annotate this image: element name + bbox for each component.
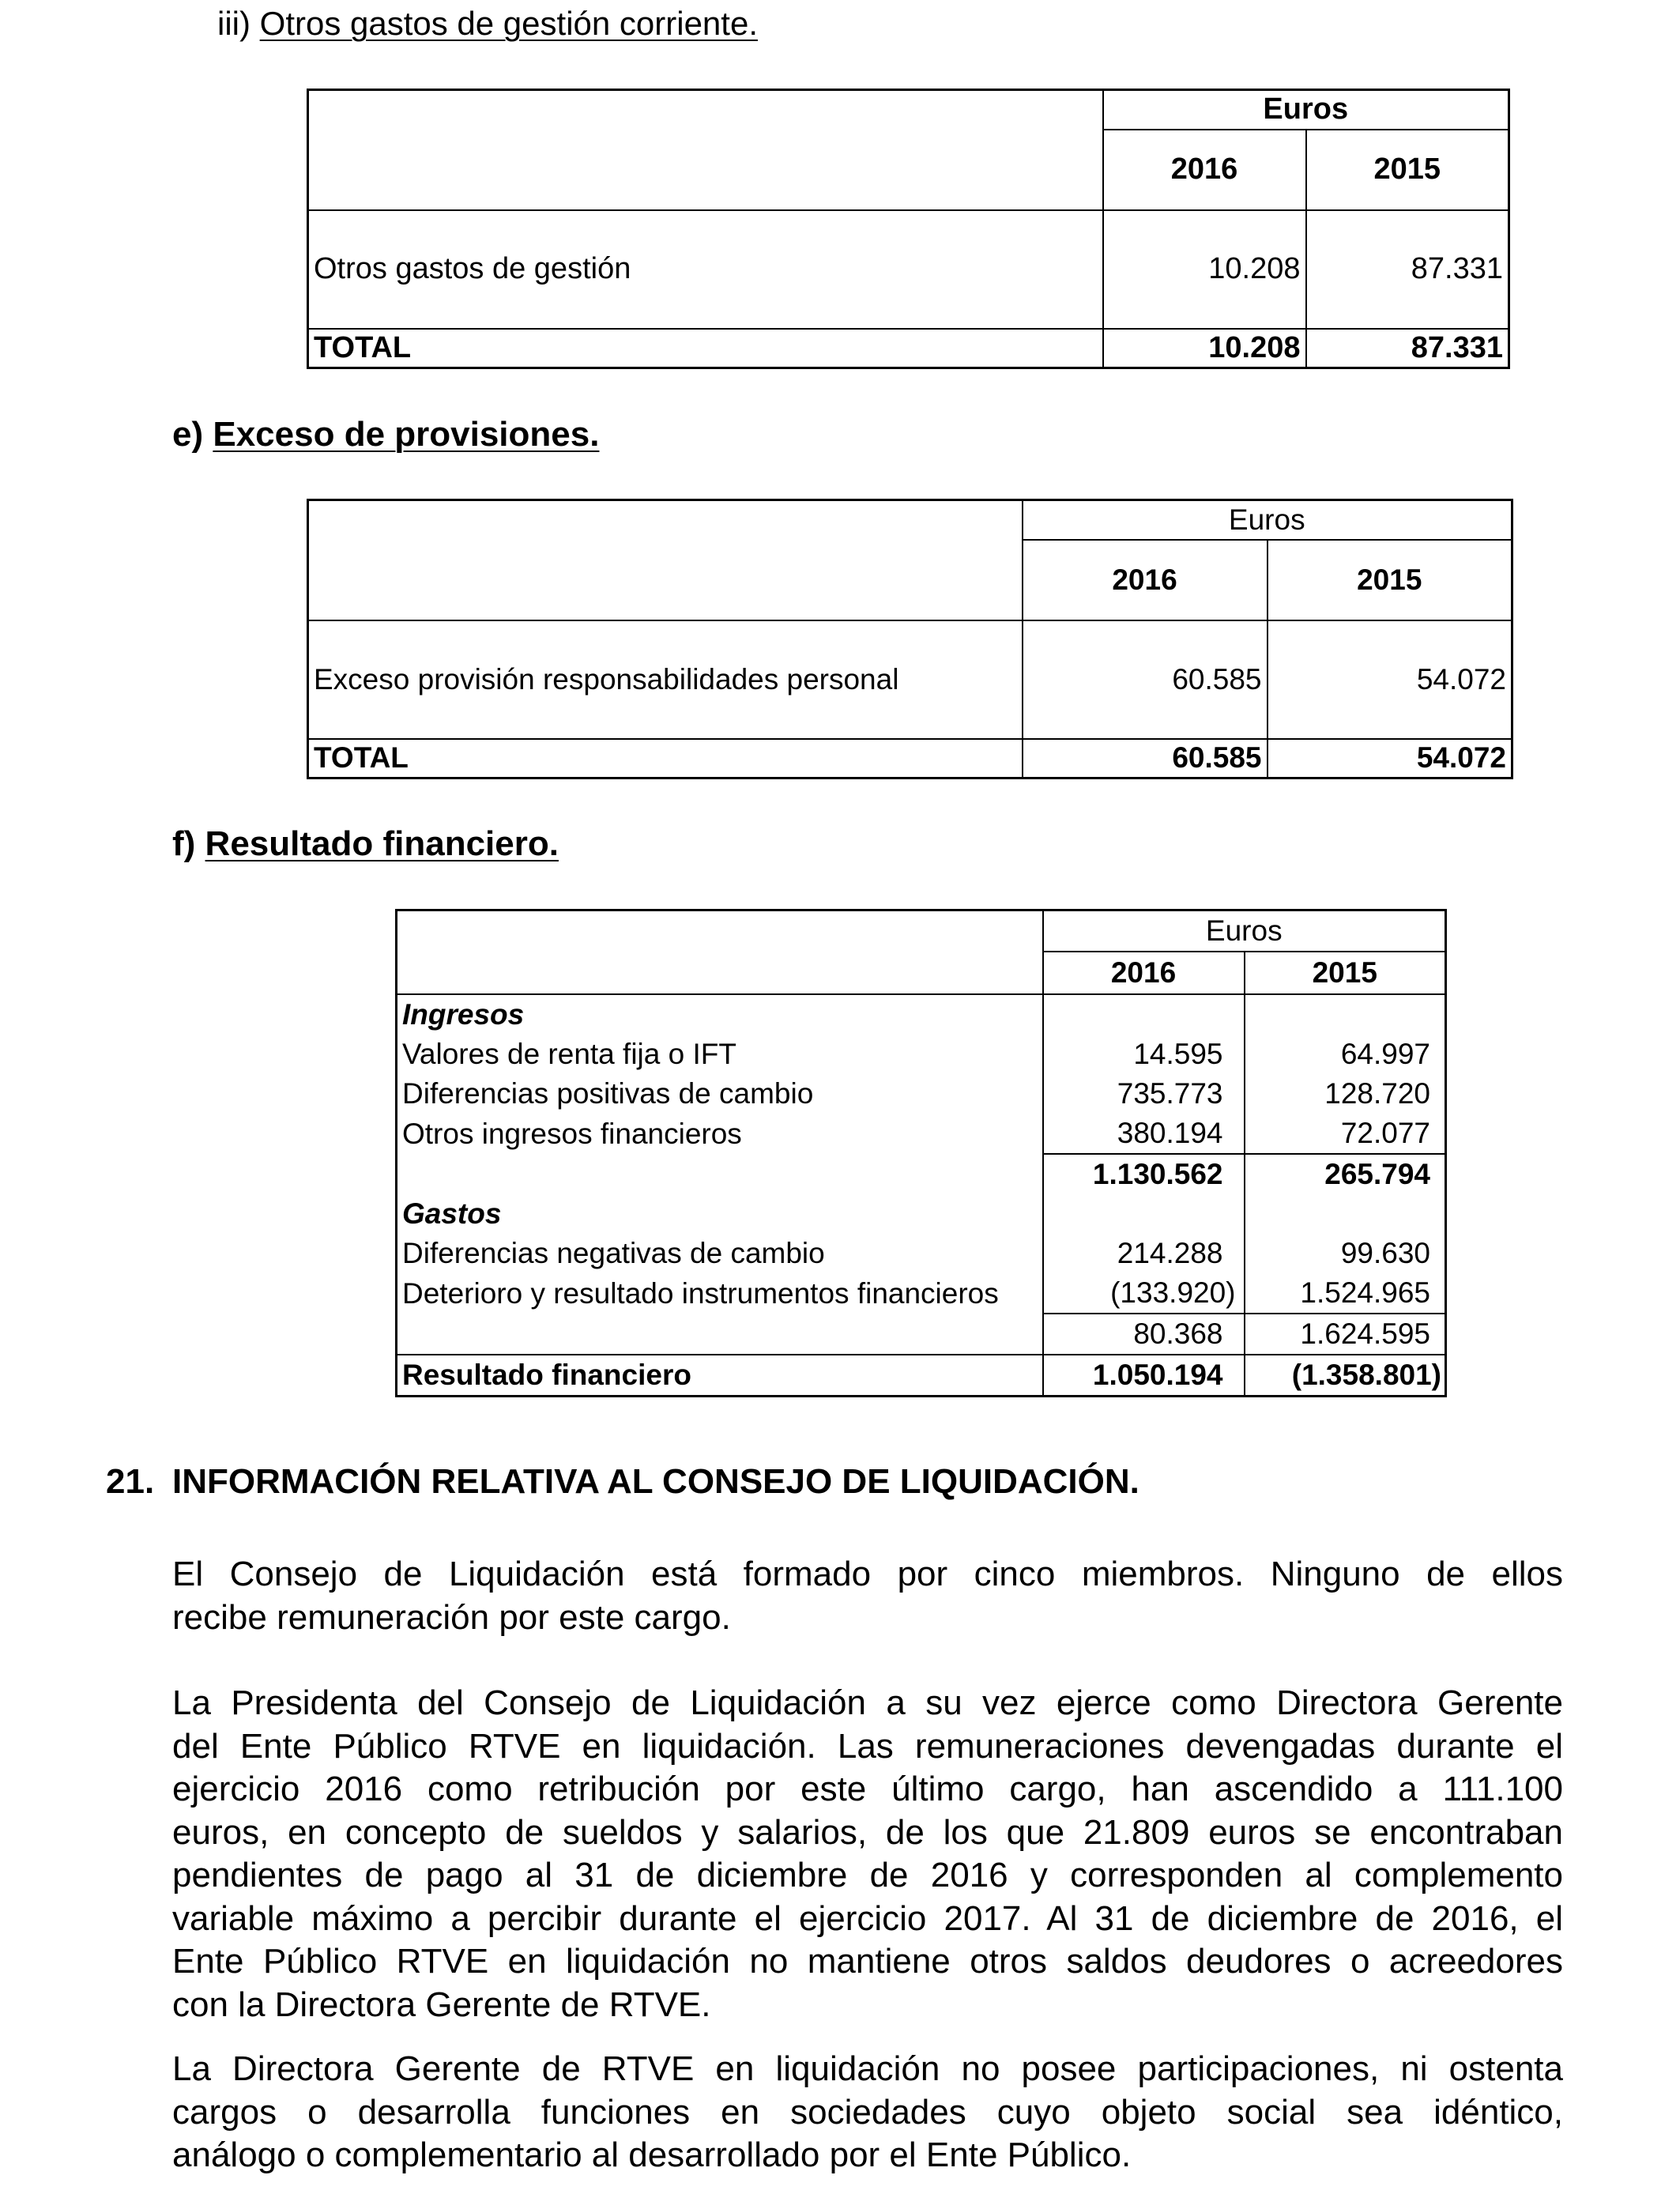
table3-result-2015: (1.358.801) xyxy=(1245,1355,1446,1397)
table3-ing-2016: 14.595 xyxy=(1043,1035,1245,1074)
table3-gas-label: Diferencias negativas de cambio xyxy=(397,1234,1043,1273)
paragraph-line: variable máximo a percibir durante el ejercicio 2017. Al 31 de diciembre de 2016, el xyxy=(172,1898,1563,1938)
paragraph-line: El Consejo de Liquidación está formado por cinco miembros. Ninguno de ellos xyxy=(172,1555,1563,1593)
table3-ing-total-2016: 1.130.562 xyxy=(1043,1154,1245,1194)
table3-gastos-heading: Gastos xyxy=(397,1194,1043,1234)
table3-year-2015: 2015 xyxy=(1245,952,1446,994)
paragraph-2 xyxy=(172,1682,1563,2026)
table-row xyxy=(397,1273,1446,1314)
table3-ing-2015: 128.720 xyxy=(1245,1074,1446,1114)
table3-gas-total-2015: 1.624.595 xyxy=(1245,1314,1446,1355)
table1-euros-header: Euros xyxy=(1103,90,1509,130)
paragraph-line: análogo o complementario al desarrollado por el Ente Público. xyxy=(172,2136,1132,2174)
table-row xyxy=(397,1035,1446,1074)
section-21-heading xyxy=(106,1462,1139,1502)
table2-euros-header: Euros xyxy=(1023,500,1512,540)
table1-corner xyxy=(308,90,1103,210)
paragraph-3 xyxy=(172,2048,1563,2177)
table-resultado-financiero xyxy=(395,909,1447,1397)
paragraph-line: euros, en concepto de sueldos y salarios, de los que 21.809 euros se encontraban xyxy=(172,1812,1563,1852)
table3-ingresos-heading: Ingresos xyxy=(397,994,1043,1035)
table2-total-label: TOTAL xyxy=(308,739,1023,778)
table3-gas-2015: 99.630 xyxy=(1245,1234,1446,1273)
table3-ing-label: Otros ingresos financieros xyxy=(397,1114,1043,1154)
table2-year-2016: 2016 xyxy=(1023,540,1268,620)
table3-ing-2016: 380.194 xyxy=(1043,1114,1245,1154)
table-row xyxy=(397,1114,1446,1154)
paragraph-line: cargos o desarrolla funciones en sociedades cuyo objeto social sea idéntico, xyxy=(172,2092,1563,2132)
table3-result-label: Resultado financiero xyxy=(397,1355,1043,1397)
table3-gas-total-2016: 80.368 xyxy=(1043,1314,1245,1355)
table3-ing-label: Valores de renta fija o IFT xyxy=(397,1035,1043,1074)
paragraph-line: del Ente Público RTVE en liquidación. Las remuneraciones devengadas durante el xyxy=(172,1726,1563,1766)
heading-iii xyxy=(217,5,758,43)
table1-row-2015: 87.331 xyxy=(1306,210,1509,329)
table2-row-2015: 54.072 xyxy=(1268,620,1512,739)
paragraph-line: recibe remuneración por este cargo. xyxy=(172,1597,731,1637)
table1-year-2016: 2016 xyxy=(1103,130,1306,210)
table3-ing-label: Diferencias positivas de cambio xyxy=(397,1074,1043,1114)
heading-e-num: e) xyxy=(172,415,204,454)
table-otros-gastos xyxy=(307,89,1510,369)
paragraph-line: La Presidenta del Consejo de Liquidación a su vez ejerce como Directora Gerente xyxy=(172,1683,1563,1722)
table2-total-2015: 54.072 xyxy=(1268,739,1512,778)
paragraph-line: con la Directora Gerente de RTVE. xyxy=(172,1985,711,2024)
table1-row-2016: 10.208 xyxy=(1103,210,1306,329)
table3-gas-2016: 214.288 xyxy=(1043,1234,1245,1273)
heading-e xyxy=(172,415,599,454)
table3-gas-2015: 1.524.965 xyxy=(1245,1273,1446,1314)
paragraph-1 xyxy=(172,1553,1563,1639)
paragraph-line: ejercicio 2016 como retribución por este último cargo, han ascendido a 111.100 xyxy=(172,1770,1563,1808)
table3-euros-header: Euros xyxy=(1043,910,1446,952)
table-row xyxy=(397,1074,1446,1114)
section-21-num: 21. xyxy=(106,1462,155,1501)
table3-ing-2015: 64.997 xyxy=(1245,1035,1446,1074)
heading-f xyxy=(172,824,559,864)
table1-total-2016: 10.208 xyxy=(1103,329,1306,368)
heading-iii-num: iii) xyxy=(217,5,250,42)
table3-gas-label: Deterioro y resultado instrumentos financieros xyxy=(397,1273,1043,1314)
table3-ing-total-2015: 265.794 xyxy=(1245,1154,1446,1194)
paragraph-line: pendientes de pago al 31 de diciembre de 2016 y corresponden al complemento xyxy=(172,1856,1563,1894)
heading-f-title: Resultado financiero. xyxy=(205,824,559,863)
table3-result-2016: 1.050.194 xyxy=(1043,1355,1245,1397)
paragraph-line: La Directora Gerente de RTVE en liquidación no posee participaciones, ni ostenta xyxy=(172,2049,1563,2088)
table3-ing-2016: 735.773 xyxy=(1043,1074,1245,1114)
table2-total-2016: 60.585 xyxy=(1023,739,1268,778)
table2-row-label: Exceso provisión responsabilidades personal xyxy=(308,620,1023,739)
table2-row-2016: 60.585 xyxy=(1023,620,1268,739)
table1-total-2015: 87.331 xyxy=(1306,329,1509,368)
table-row xyxy=(397,1234,1446,1273)
table1-year-2015: 2015 xyxy=(1306,130,1509,210)
table3-year-2016: 2016 xyxy=(1043,952,1245,994)
table-exceso-provisiones xyxy=(307,499,1513,779)
heading-iii-title: Otros gastos de gestión corriente. xyxy=(259,5,758,42)
heading-f-num: f) xyxy=(172,824,196,863)
table1-total-label: TOTAL xyxy=(308,329,1103,368)
table2-corner xyxy=(308,500,1023,620)
paragraph-line: Ente Público RTVE en liquidación no mantiene otros saldos deudores o acreedores xyxy=(172,1942,1563,1981)
table1-row-label: Otros gastos de gestión xyxy=(308,210,1103,329)
table2-year-2015: 2015 xyxy=(1268,540,1512,620)
section-21-title: INFORMACIÓN RELATIVA AL CONSEJO DE LIQUIDACIÓN. xyxy=(172,1462,1139,1501)
table3-gas-2016: (133.920) xyxy=(1043,1273,1245,1314)
table3-ing-2015: 72.077 xyxy=(1245,1114,1446,1154)
heading-e-title: Exceso de provisiones. xyxy=(213,415,600,454)
table3-corner xyxy=(397,910,1043,995)
